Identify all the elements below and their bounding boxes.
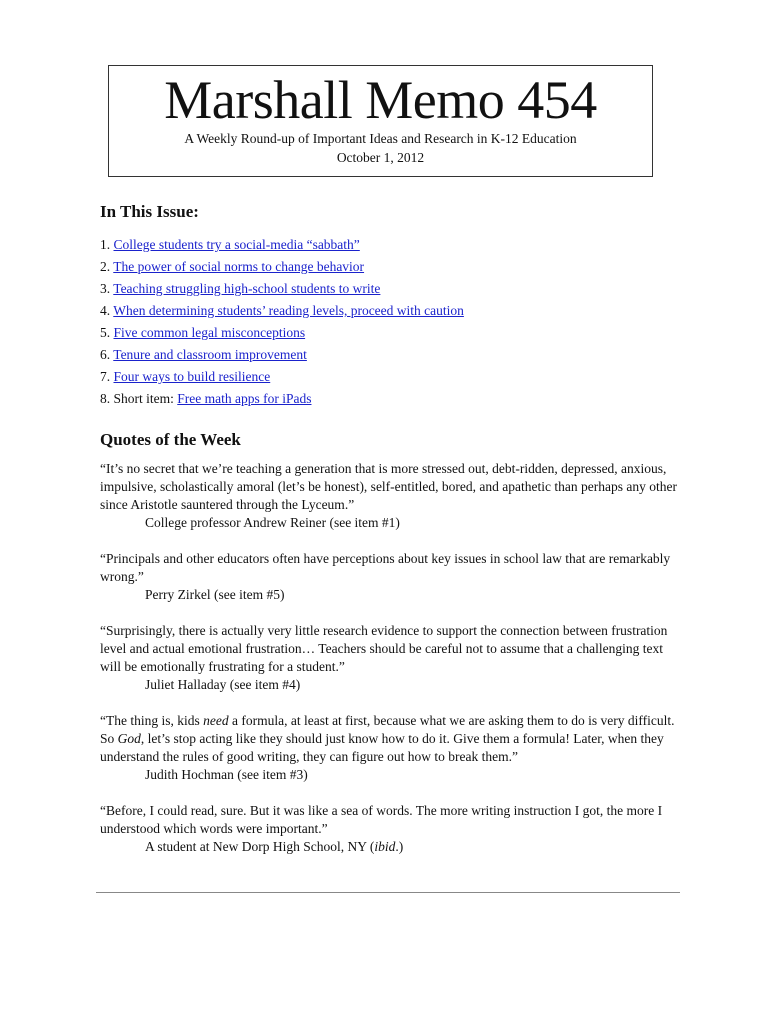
issue-number: 5. [100, 325, 114, 340]
quote-attribution: Judith Hochman (see item #3) [145, 767, 308, 782]
issue-link-legal-misconceptions[interactable]: Five common legal misconceptions [113, 325, 306, 340]
quote-block [100, 460, 680, 532]
quote-emphasis: God [117, 731, 141, 746]
title-box [108, 65, 653, 177]
issue-prefix: Short item: [113, 391, 178, 406]
issue-number: 3. [100, 281, 114, 296]
issue-item [100, 278, 464, 300]
issue-link-math-apps[interactable]: Free math apps for iPads [177, 391, 312, 406]
quote-block [100, 622, 680, 694]
footer-divider [96, 892, 680, 893]
quote-attribution-part: .) [395, 839, 404, 854]
issue-number: 6. [100, 347, 114, 362]
issue-number: 4. [100, 303, 114, 318]
issue-link-teaching-writing[interactable]: Teaching struggling high-school students to write [113, 281, 381, 296]
quote-block [100, 550, 680, 604]
quote-text-part: , let’s stop acting like they should just know how to do it. Give them a formula! Later, when they understand the rules of good writing, they can figure out how to break them.” [100, 731, 664, 764]
issue-link-social-norms[interactable]: The power of social norms to change behavior [113, 259, 365, 274]
quote-attribution-part: A student at New Dorp High School, NY ( [145, 839, 375, 854]
issue-item [100, 256, 464, 278]
issue-item [100, 234, 464, 256]
issue-number: 2. [100, 259, 114, 274]
issue-link-tenure[interactable]: Tenure and classroom improvement [113, 347, 307, 362]
quote-text: “It’s no secret that we’re teaching a generation that is more stressed out, debt-ridden, depressed, anxious, impulsive, scholastically amoral (let’s be honest), self-entitled, bored, and apathetic than perhaps any other since Aristotle sauntered through the Lyceum.” [100, 461, 677, 512]
quote-text: “Before, I could read, sure. But it was like a sea of words. The more writing instruction I got, the more I understood which words were important.” [100, 803, 663, 836]
issue-item [100, 388, 464, 410]
quote-text: “Surprisingly, there is actually very little research evidence to support the connection between frustration level and actual emotional frustration… Teachers should be careful not to assume that a challenging text will be emotionally frustrating for a student.” [100, 623, 668, 674]
quote-text-part: a formula, at least at first, because what we are asking them to do is very difficult. So [100, 713, 675, 746]
memo-subtitle: A Weekly Round-up of Important Ideas and Research in K-12 Education [184, 131, 577, 146]
issue-list [100, 234, 464, 410]
quotes-section [100, 460, 680, 874]
quote-emphasis: need [203, 713, 229, 728]
issue-item [100, 300, 464, 322]
issue-link-reading-levels[interactable]: When determining students’ reading levels, proceed with caution [113, 303, 464, 318]
quote-attribution: Juliet Halladay (see item #4) [145, 677, 301, 692]
issue-item [100, 344, 464, 366]
quote-text [100, 712, 680, 766]
quote-text-part: “The thing is, kids [100, 713, 204, 728]
quote-block [100, 802, 680, 856]
issue-item [100, 322, 464, 344]
issue-number: 7. [100, 369, 114, 384]
quote-attribution: Perry Zirkel (see item #5) [145, 587, 285, 602]
issue-number: 8. [100, 391, 114, 406]
issue-link-social-media-sabbath[interactable]: College students try a social-media “sabbath” [113, 237, 360, 252]
quote-text: “Principals and other educators often have perceptions about key issues in school law that are remarkably wrong.” [100, 551, 671, 584]
quote-block [100, 712, 680, 784]
quote-attribution: College professor Andrew Reiner (see item #1) [145, 515, 400, 530]
quote-attribution-emphasis: ibid [374, 839, 396, 854]
memo-title: Marshall Memo 454 [164, 70, 597, 130]
issue-item [100, 366, 464, 388]
quote-attribution [100, 838, 680, 856]
issue-link-resilience[interactable]: Four ways to build resilience [113, 369, 271, 384]
issue-number: 1. [100, 237, 114, 252]
quotes-heading: Quotes of the Week [100, 430, 241, 449]
in-this-issue-heading: In This Issue: [100, 202, 199, 221]
memo-date: October 1, 2012 [336, 150, 425, 165]
